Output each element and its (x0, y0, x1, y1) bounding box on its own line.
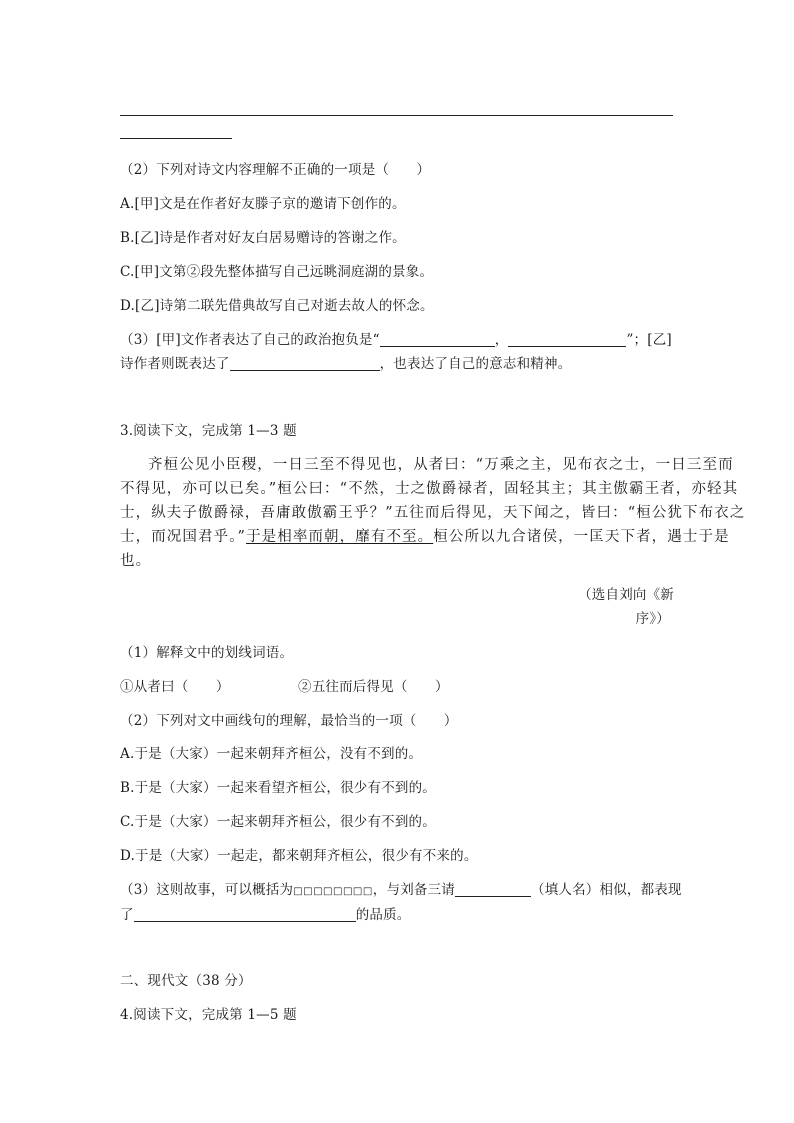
passage-line: 士，纵夫子傲爵禄，吾庸敢傲霸王乎？”五往而后得见，天下闻之，皆曰：“桓公犹下布衣之 (120, 505, 746, 521)
answer-blank[interactable] (380, 331, 495, 347)
passage-line: 不得见，亦可以已矣。”桓公曰：“不然，士之傲爵禄者，固轻其主；其主傲霸王者，亦轻其 (120, 481, 739, 497)
option-b: B.于是（大家）一起来看望齐桓公，很少有不到的。 (120, 780, 437, 796)
option-a: A.[甲]文是在作者好友滕子京的邀请下创作的。 (120, 196, 406, 212)
question-1: （1）解释文中的划线词语。 (120, 645, 294, 661)
passage-text: 桓公所以九合诸侯，一匡天下者，遇士于是 (433, 529, 730, 545)
passage-line (120, 525, 730, 546)
question-3-text: （3）这则故事，可以概括为 (120, 882, 294, 898)
question-3-line1 (120, 328, 672, 348)
question-3-text: （填人名）相似，都表现 (531, 882, 682, 898)
option-c: C.[甲]文第②段先整体描写自己远眺洞庭湖的景象。 (120, 264, 434, 280)
question-3-text: ”；[乙] (626, 332, 672, 348)
passage-line: 也。 (120, 553, 152, 569)
question-3-text: （3）[甲]文作者表达了自己的政治抱负是“ (120, 332, 380, 348)
source-citation: 序》） (635, 611, 670, 627)
question-3-text: ，与刘备三请 (372, 882, 455, 898)
option-a: A.于是（大家）一起来朝拜齐桓公，没有不到的。 (120, 746, 423, 762)
question-2: （2）下列对文中画线句的理解，最恰当的一项（ ） (120, 713, 458, 729)
question-3-line2 (120, 352, 571, 372)
section-heading: 二、现代文（38 分） (120, 973, 252, 989)
question-3-text: 的品质。 (355, 907, 411, 923)
answer-line-long (120, 115, 673, 116)
source-citation: （选自刘向《新 (578, 587, 674, 603)
answer-blank[interactable] (134, 906, 356, 922)
question-1-item-a: ①从者曰（ ） (120, 679, 230, 695)
question-1-item-b: ②五往而后得见（ ） (298, 679, 449, 695)
option-d: D.于是（大家）一起走，都来朝拜齐桓公，很少有不来的。 (120, 848, 478, 864)
question-3-text: ，也表达了自己的意志和精神。 (379, 356, 572, 372)
option-c: C.于是（大家）一起来朝拜齐桓公，很少有不到的。 (120, 814, 436, 830)
answer-blank[interactable] (455, 881, 531, 897)
answer-boxes[interactable]: □□□□□□□□ (293, 886, 373, 897)
comma: ， (494, 332, 509, 348)
answer-line-short (120, 138, 232, 139)
answer-blank[interactable] (230, 355, 380, 371)
question-3-text: 了 (120, 907, 134, 923)
question-2-stem: （2）下列对诗文内容理解不正确的一项是（ ） (120, 162, 431, 178)
question-3-line2 (120, 903, 411, 923)
passage-text: 士，而况国君乎。” (120, 529, 247, 545)
answer-blank[interactable] (508, 331, 626, 347)
section-3-heading: 3.阅读下文，完成第 1—3 题 (120, 423, 297, 439)
option-d: D.[乙]诗第二联先借典故写自己对逝去故人的怀念。 (120, 298, 434, 314)
passage-line: 齐桓公见小臣稷，一日三至不得见也，从者曰：“万乘之主，见布衣之士，一日三至而 (148, 457, 734, 473)
question-3-line1 (120, 878, 682, 898)
option-b: B.[乙]诗是作者对好友白居易赠诗的答谢之作。 (120, 230, 406, 246)
question-3-text: 诗作者则既表达了 (120, 356, 230, 372)
question-4-heading: 4.阅读下文，完成第 1—5 题 (120, 1007, 297, 1023)
underlined-sentence: 于是相率而朝，靡有不至。 (246, 529, 434, 545)
